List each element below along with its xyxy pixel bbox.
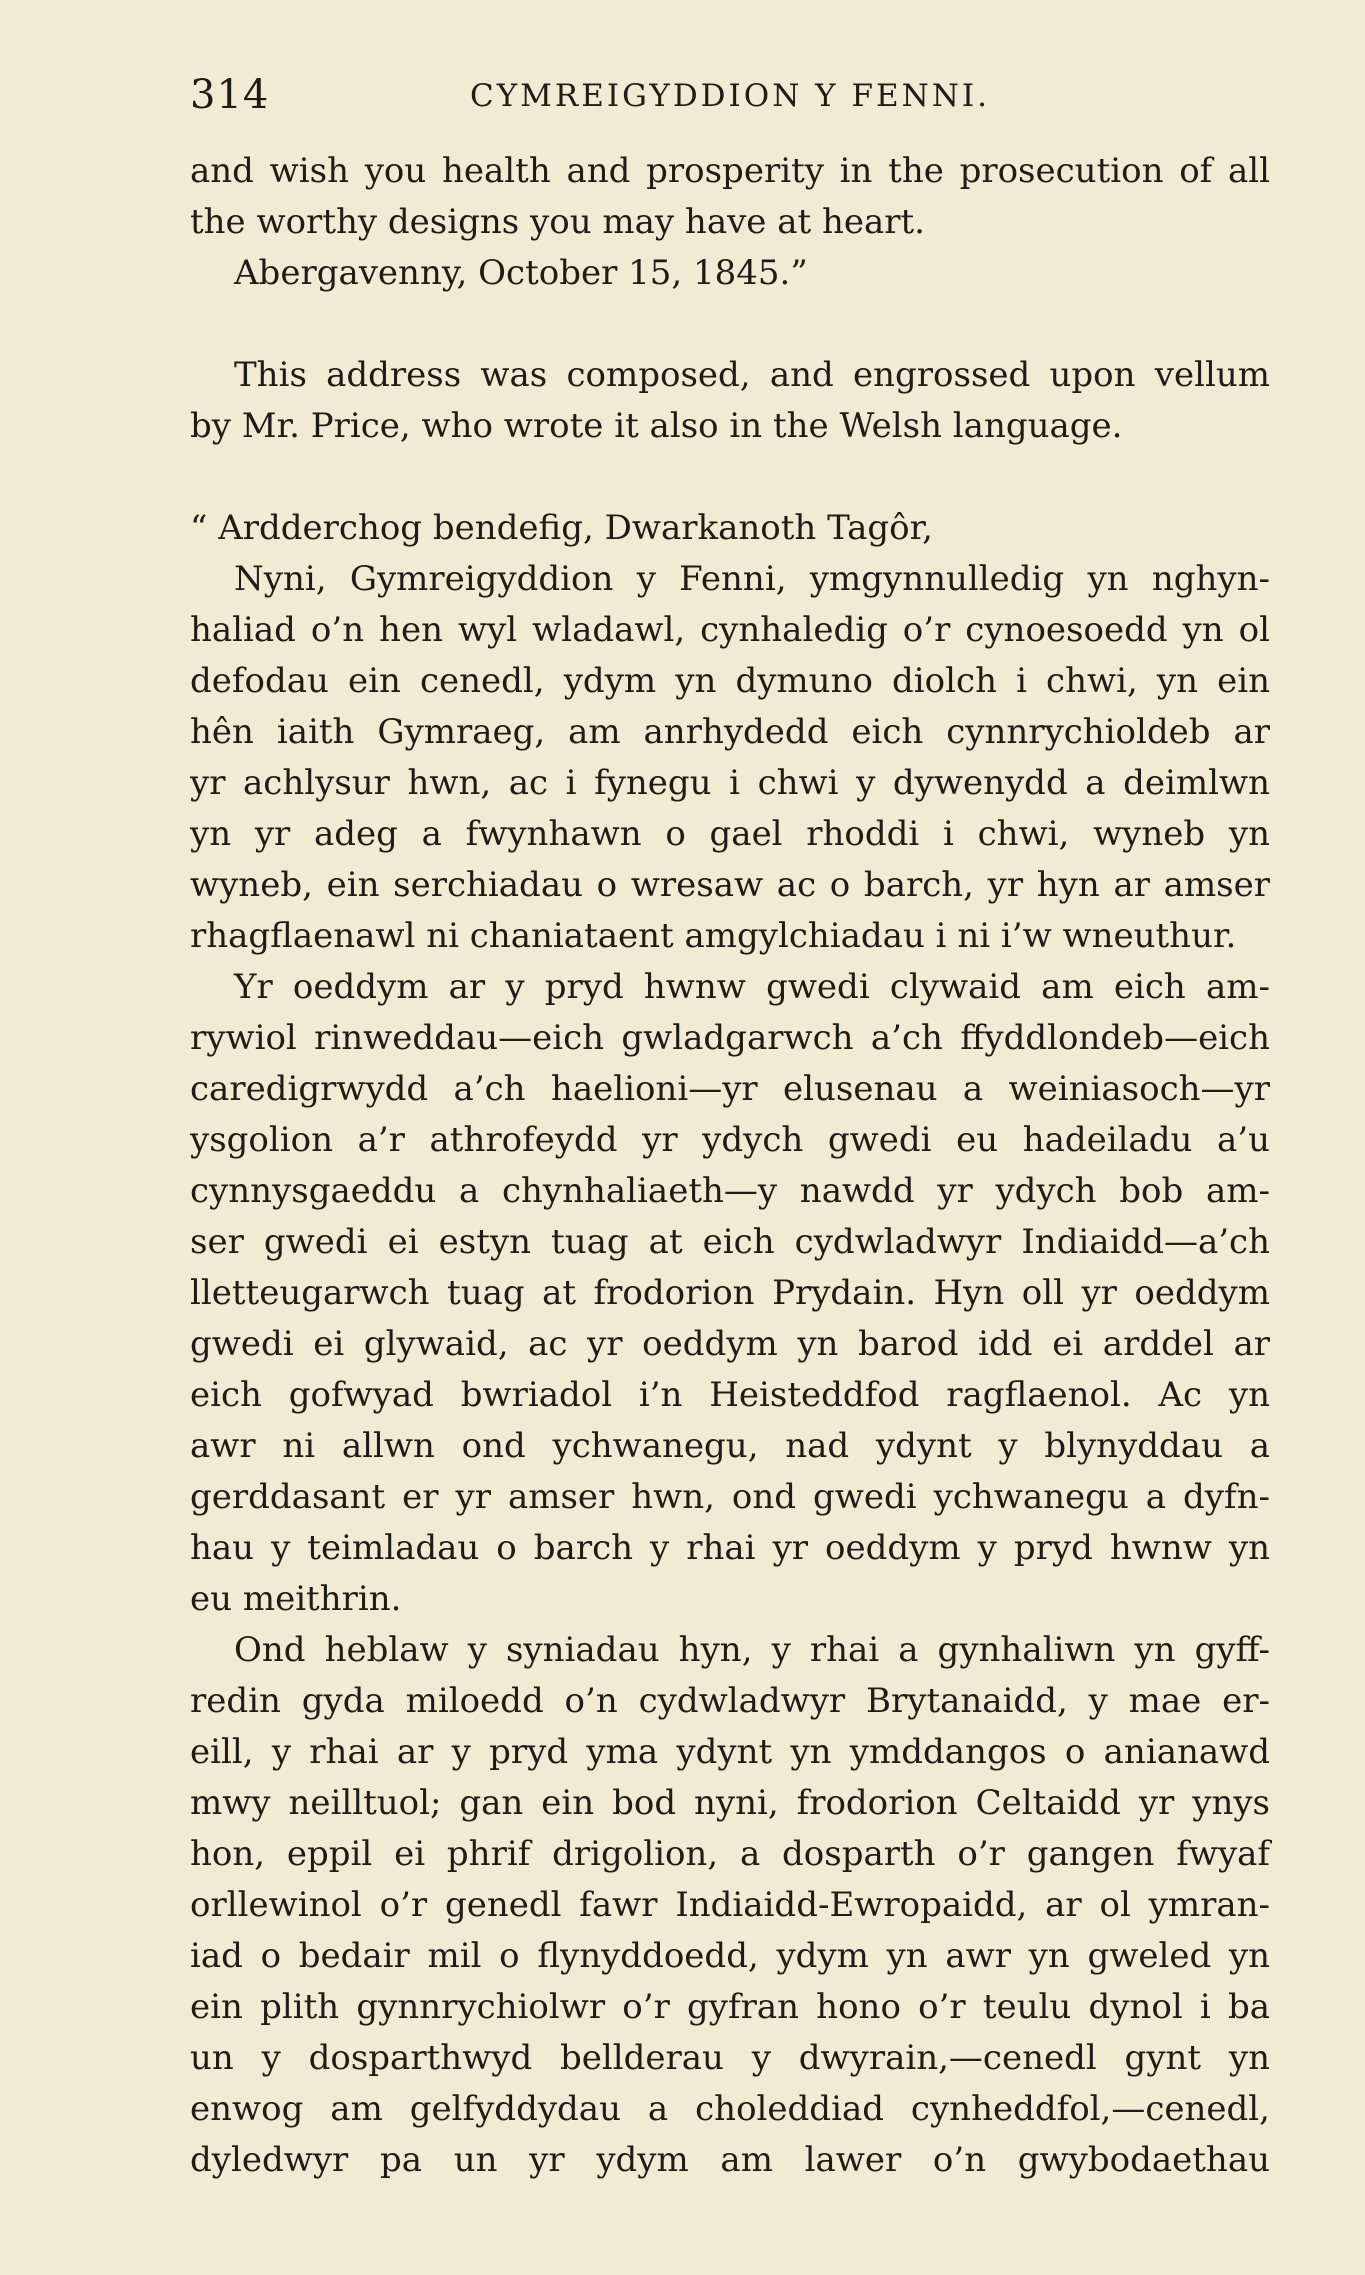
text-line: and wish you health and prosperity in the prosecution of all <box>190 151 1270 191</box>
paragraph-gap <box>190 452 1270 503</box>
text-line: caredigrwydd a’ch haelioni—yr elusenau a weiniasoch—yr <box>190 1069 1270 1109</box>
text-line: wyneb, ein serchiadau o wresaw ac o barch, yr hyn ar amser <box>190 865 1270 905</box>
text-line: lletteugarwch tuag at frodorion Prydain. Hyn oll yr oeddym <box>190 1273 1270 1313</box>
text-line: cynnysgaeddu a chynhaliaeth—y nawdd yr ydych bob am- <box>190 1171 1270 1211</box>
text-line: rhagflaenawl ni chaniataent amgylchiadau i ni i’w wneuthur. <box>190 916 1237 956</box>
text-line: ysgolion a’r athrofeydd yr ydych gwedi eu hadeiladu a’u <box>190 1120 1270 1160</box>
running-head <box>190 64 1270 134</box>
text-line: Yr oeddym ar y pryd hwnw gwedi clywaid am eich am- <box>234 967 1270 1007</box>
text-line: Ond heblaw y syniadau hyn, y rhai a gynhaliwn yn gyff- <box>234 1630 1270 1670</box>
text-line: hau y teimladau o barch y rhai yr oeddym y pryd hwnw yn <box>190 1528 1270 1568</box>
text-line: awr ni allwn ond ychwanegu, nad ydynt y blynyddau a <box>190 1426 1270 1466</box>
page-number: 314 <box>190 72 270 118</box>
running-title: CYMREIGYDDION Y FENNI. <box>470 78 990 114</box>
text-line: eu meithrin. <box>190 1579 402 1619</box>
text-line: un y dosparthwyd bellderau y dwyrain,—cenedl gynt yn <box>190 2038 1270 2078</box>
text-line: “ Ardderchog bendefig, Dwarkanoth Tagôr, <box>190 508 933 548</box>
text-line: orllewinol o’r genedl fawr Indiaidd-Ewropaidd, ar ol ymran- <box>190 1885 1270 1925</box>
text-line: gerddasant er yr amser hwn, ond gwedi ychwanegu a dyfn- <box>190 1477 1270 1517</box>
text-line: redin gyda miloedd o’n cydwladwyr Brytanaidd, y mae er- <box>190 1681 1270 1721</box>
text-line: mwy neilltuol; gan ein bod nyni, frodorion Celtaidd yr ynys <box>190 1783 1270 1823</box>
text-line: haliad o’n hen wyl wladawl, cynhaledig o’r cynoesoedd yn ol <box>190 610 1270 650</box>
text-line: gwedi ei glywaid, ac yr oeddym yn barod idd ei arddel ar <box>190 1324 1270 1364</box>
text-line: enwog am gelfyddydau a choleddiad cynheddfol,—cenedl, <box>190 2089 1270 2129</box>
text-line: ein plith gynnrychiolwr o’r gyfran hono o’r teulu dynol i ba <box>190 1987 1270 2027</box>
text-line: rywiol rinweddau—eich gwladgarwch a’ch ffyddlondeb—eich <box>190 1018 1270 1058</box>
text-line: Nyni, Gymreigyddion y Fenni, ymgynnulledig yn nghyn- <box>234 559 1270 599</box>
paragraph-gap <box>190 299 1270 350</box>
text-line: yr achlysur hwn, ac i fynegu i chwi y dywenydd a deimlwn <box>190 763 1270 803</box>
text-line: hon, eppil ei phrif drigolion, a dosparth o’r gangen fwyaf <box>190 1834 1270 1874</box>
text-line: ser gwedi ei estyn tuag at eich cydwladwyr Indiaidd—a’ch <box>190 1222 1270 1262</box>
text-line: iad o bedair mil o flynyddoedd, ydym yn awr yn gweled yn <box>190 1936 1270 1976</box>
text-line: eich gofwyad bwriadol i’n Heisteddfod ragflaenol. Ac yn <box>190 1375 1270 1415</box>
text-line: Abergavenny, October 15, 1845.” <box>234 253 808 293</box>
text-line: dyledwyr pa un yr ydym am lawer o’n gwybodaethau <box>190 2140 1270 2180</box>
body-text <box>190 146 1270 2186</box>
text-line: by Mr. Price, who wrote it also in the Welsh language. <box>190 406 1123 446</box>
text-line: defodau ein cenedl, ydym yn dymuno diolch i chwi, yn ein <box>190 661 1270 701</box>
text-line: hên iaith Gymraeg, am anrhydedd eich cynnrychioldeb ar <box>190 712 1270 752</box>
text-line: This address was composed, and engrossed upon vellum <box>234 355 1270 395</box>
text-line: eill, y rhai ar y pryd yma ydynt yn ymddangos o anianawd <box>190 1732 1270 1772</box>
text-line: yn yr adeg a fwynhawn o gael rhoddi i chwi, wyneb yn <box>190 814 1270 854</box>
text-line: the worthy designs you may have at heart. <box>190 202 925 242</box>
